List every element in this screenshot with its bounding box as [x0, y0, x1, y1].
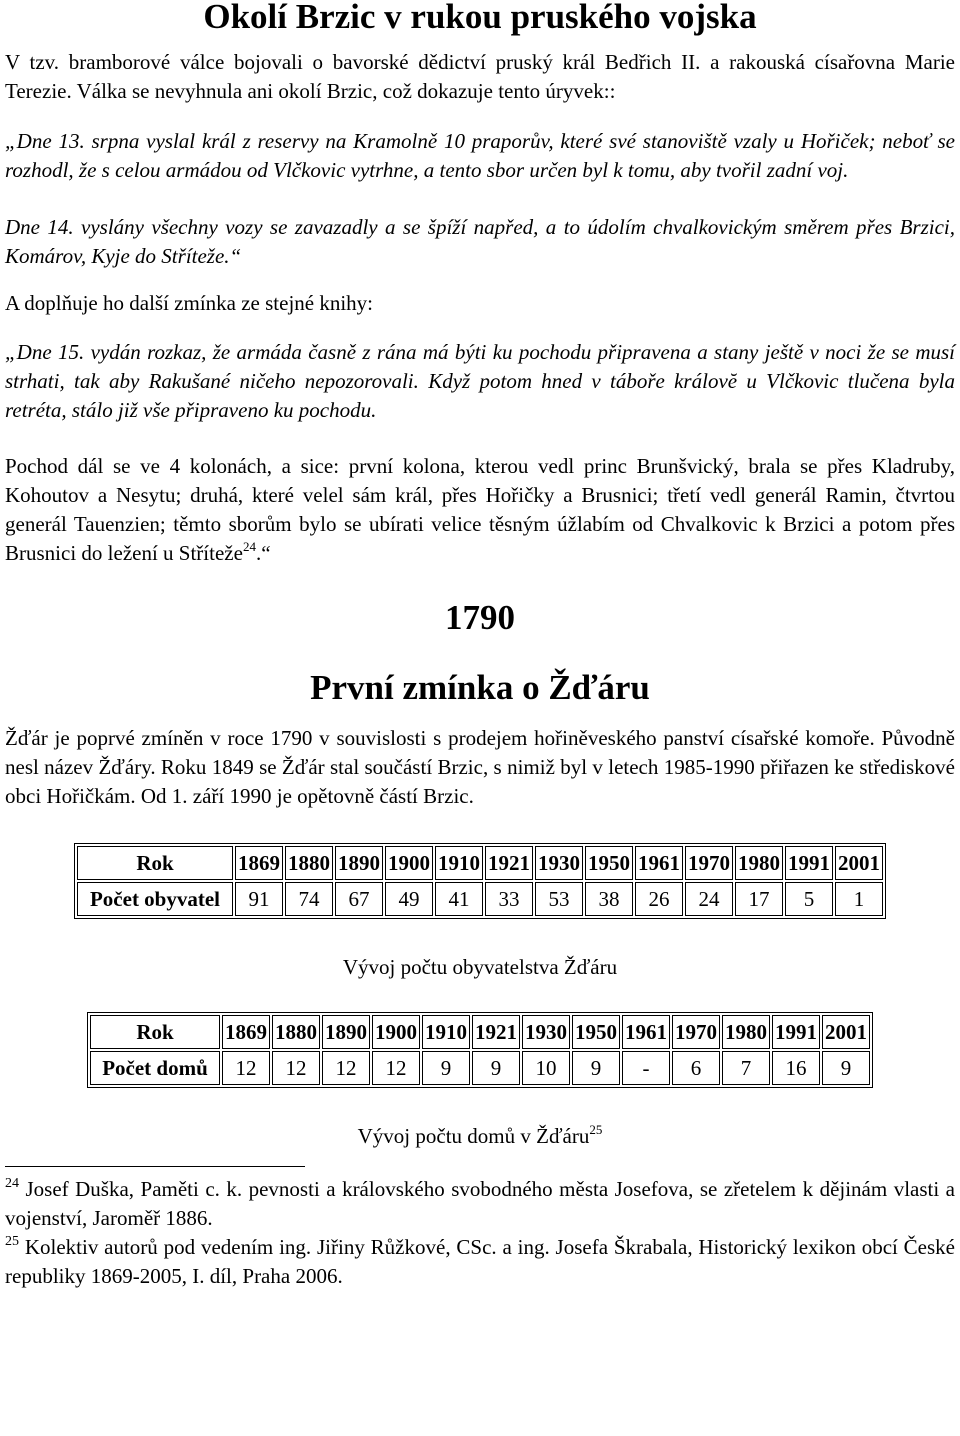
year-cell: 1869 — [235, 846, 283, 880]
value-cell: - — [622, 1051, 670, 1085]
houses-table-wrap — [5, 1012, 955, 1088]
value-cell: 53 — [535, 882, 583, 916]
houses-caption-text: Vývoj počtu domů v Žďáru — [357, 1124, 590, 1148]
value-cell: 12 — [322, 1051, 370, 1085]
footnote-divider — [5, 1166, 305, 1167]
houses-caption — [5, 1122, 955, 1151]
footnote-ref-24[interactable]: 24 — [242, 539, 256, 554]
footnote-text: Josef Duška, Paměti c. k. pevnosti a královského svobodného města Josefova, se zřetelem k dějinám vlasti a vojenství, Jaroměř 1886. — [5, 1177, 955, 1230]
quote-paragraph-3: „Dne 15. vydán rozkaz, že armáda časně z rána má býti ku pochodu připravena a stany ještě v noci že se musí strhati, tak aby Rakušané ničeho nepozorovali. Když potom hned v táboře královĕ u Vlčkovic tlučena byla retréta, stálo již vše připraveno ku pochodu. — [5, 340, 955, 422]
year-cell: 1961 — [622, 1015, 670, 1049]
value-cell: 17 — [735, 882, 783, 916]
value-cell: 41 — [435, 882, 483, 916]
footnote-25 — [5, 1233, 955, 1291]
table-row — [90, 1015, 870, 1049]
value-cell: 9 — [822, 1051, 870, 1085]
value-cell: 12 — [372, 1051, 420, 1085]
footnote-ref-25[interactable]: 25 — [589, 1122, 603, 1137]
footnote-number: 25 — [5, 1234, 19, 1249]
year-cell: 1880 — [272, 1015, 320, 1049]
value-cell: 12 — [272, 1051, 320, 1085]
year-cell: 1869 — [222, 1015, 270, 1049]
row-label: Rok — [77, 846, 233, 880]
quote-paragraph-2: Dne 14. vyslány všechny vozy se zavazadly a se špíží napřed, a to údolím chvalkovickým směrem přes Brzici, Komárov, Kyje do Stříteže.“ — [5, 215, 955, 268]
year-cell: 1910 — [435, 846, 483, 880]
value-cell: 12 — [222, 1051, 270, 1085]
march-end: .“ — [255, 541, 271, 565]
year-cell: 1961 — [635, 846, 683, 880]
year-cell: 1890 — [322, 1015, 370, 1049]
year-cell: 1880 — [285, 846, 333, 880]
section-heading: První zmínka o Žďáru — [310, 668, 650, 707]
year-cell: 2001 — [835, 846, 883, 880]
footnote-text: Kolektiv autorů pod vedením ing. Jiřiny Růžkové, CSc. a ing. Josefa Škrabala, Historický lexikon obcí České republiky 1869-2005, I. díl, Praha 2006. — [5, 1235, 955, 1288]
table-row — [77, 846, 883, 880]
row-label: Počet domů — [90, 1051, 220, 1085]
year-cell: 1980 — [735, 846, 783, 880]
year-cell: 1970 — [672, 1015, 720, 1049]
year-cell: 1900 — [385, 846, 433, 880]
year-cell: 1930 — [535, 846, 583, 880]
value-cell: 24 — [685, 882, 733, 916]
year-cell: 1890 — [335, 846, 383, 880]
table-row — [90, 1051, 870, 1085]
addition-paragraph: A doplňuje ho další zmínka ze stejné knihy: — [5, 291, 374, 315]
population-table-wrap — [5, 843, 955, 919]
value-cell: 67 — [335, 882, 383, 916]
value-cell: 26 — [635, 882, 683, 916]
year-cell: 1921 — [472, 1015, 520, 1049]
value-cell: 9 — [572, 1051, 620, 1085]
value-cell: 1 — [835, 882, 883, 916]
year-cell: 1910 — [422, 1015, 470, 1049]
value-cell: 91 — [235, 882, 283, 916]
year-cell: 1930 — [522, 1015, 570, 1049]
value-cell: 38 — [585, 882, 633, 916]
page-title: Okolí Brzic v rukou pruského vojska — [203, 0, 757, 36]
value-cell: 49 — [385, 882, 433, 916]
year-cell: 1900 — [372, 1015, 420, 1049]
row-label: Rok — [90, 1015, 220, 1049]
population-table — [74, 843, 886, 919]
zdar-paragraph: Žďár je poprvé zmíněn v roce 1790 v souvislosti s prodejem hořiněveského panství císařské komoře. Původně nesl název Žďáry. Roku 1849 se Žďár stal součástí Brzic, s nimiž byl v letech 1985-1990 přiřazen ke střediskové obci Hořičkám. Od 1. září 1990 je opětovně částí Brzic. — [5, 726, 955, 808]
houses-table — [87, 1012, 873, 1088]
section-year: 1790 — [445, 598, 515, 637]
quote-paragraph-1: „Dne 13. srpna vyslal král z reservy na Kramolně 10 praporův, které své stanoviště vzaly u Hořiček; neboť se rozhodl, že s celou armádou od Vlčkovic vytrhne, a tento sbor určen byl k tomu, aby tvořil zadní voj. — [5, 129, 955, 182]
value-cell: 9 — [422, 1051, 470, 1085]
value-cell: 74 — [285, 882, 333, 916]
value-cell: 6 — [672, 1051, 720, 1085]
footnote-24 — [5, 1175, 955, 1233]
value-cell: 5 — [785, 882, 833, 916]
value-cell: 33 — [485, 882, 533, 916]
march-paragraph — [5, 452, 955, 568]
intro-paragraph: V tzv. bramborové válce bojovali o bavorské dědictví pruský král Bedřich II. a rakouská císařovna Marie Terezie. Válka se nevyhnula ani okolí Brzic, což dokazuje tento úryvek:: — [5, 50, 955, 103]
row-label: Počet obyvatel — [77, 882, 233, 916]
population-caption: Vývoj počtu obyvatelstva Žďáru — [342, 955, 618, 979]
value-cell: 10 — [522, 1051, 570, 1085]
year-cell: 1980 — [722, 1015, 770, 1049]
year-cell: 2001 — [822, 1015, 870, 1049]
value-cell: 7 — [722, 1051, 770, 1085]
value-cell: 16 — [772, 1051, 820, 1085]
year-cell: 1970 — [685, 846, 733, 880]
year-cell: 1921 — [485, 846, 533, 880]
year-cell: 1950 — [572, 1015, 620, 1049]
march-text: Pochod dál se ve 4 kolonách, a sice: první kolona, kterou vedl princ Brunšvický, brala se přes Kladruby, Kohoutov a Nesytu; druhá, které velel sám král, přes Hořičky a Brusnici; třetí vedl generál Ramin, čtvrtou generál Tauenzien; těmto sborům bylo se ubírati velice těsným úžlabím od Chvalkovic k Brzici a potom přes Brusnici do ležení u Stříteže — [5, 454, 955, 565]
document-page — [5, 0, 955, 1291]
value-cell: 9 — [472, 1051, 520, 1085]
year-cell: 1991 — [772, 1015, 820, 1049]
table-row — [77, 882, 883, 916]
year-cell: 1991 — [785, 846, 833, 880]
year-cell: 1950 — [585, 846, 633, 880]
footnote-number: 24 — [5, 1176, 19, 1191]
